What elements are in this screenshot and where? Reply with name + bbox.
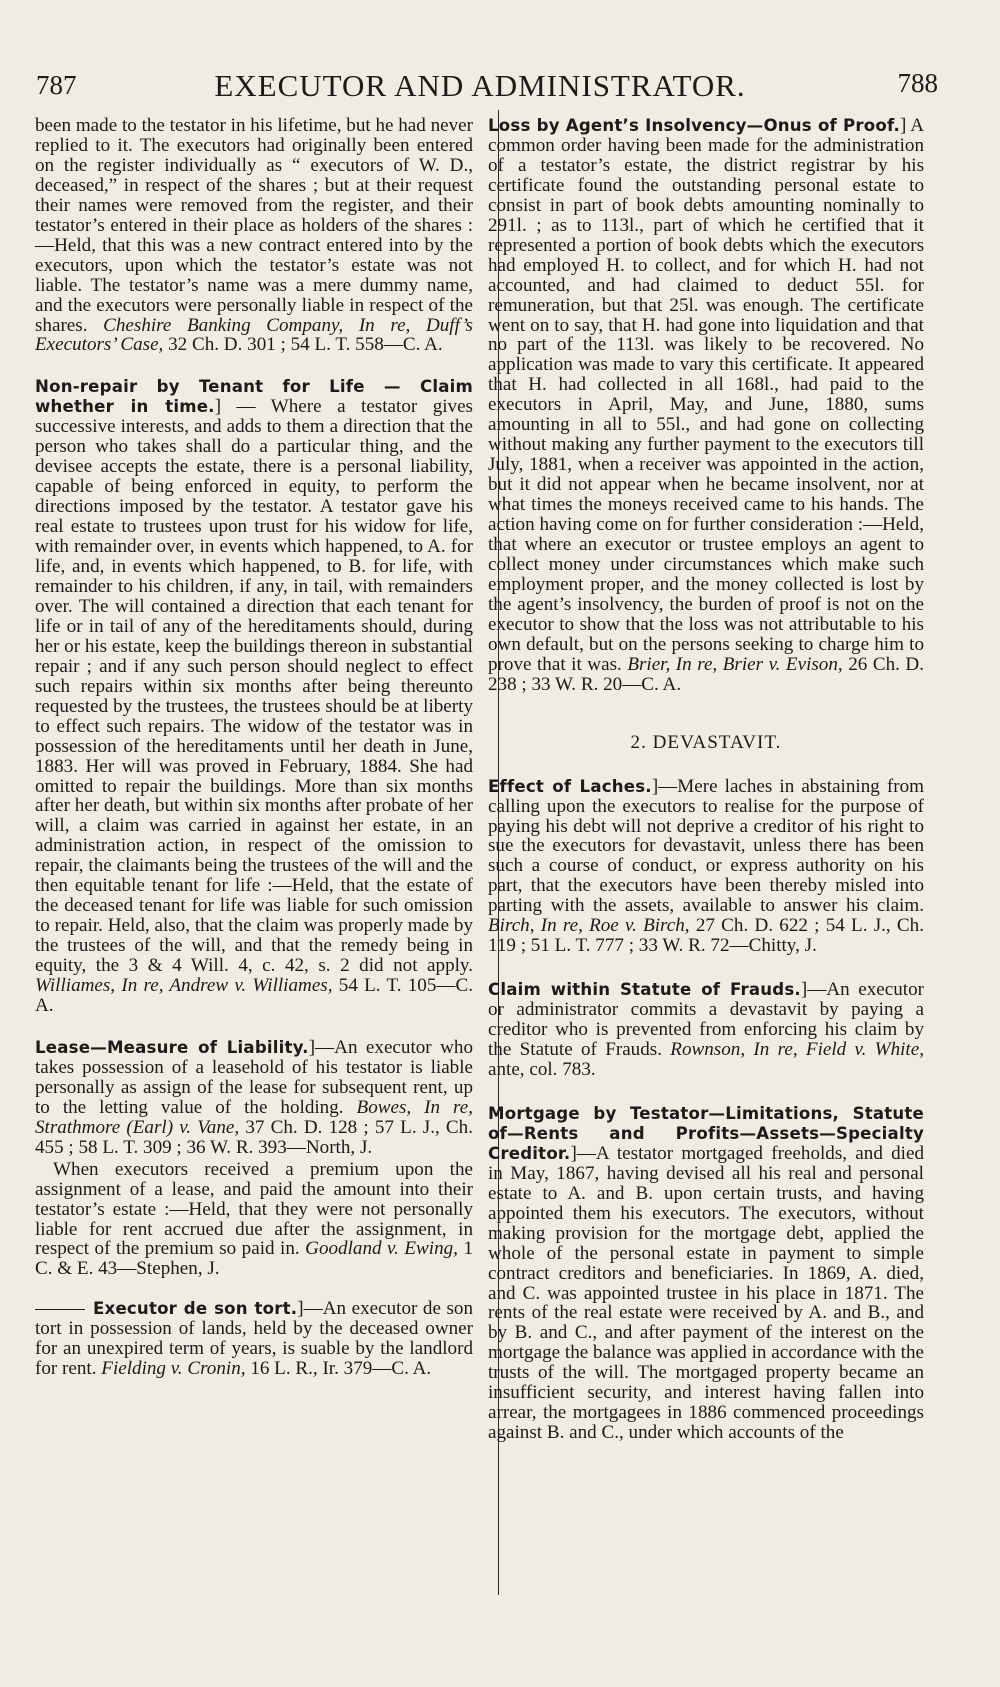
entry-statute-of-frauds [488,980,924,1080]
case-citation: Brier, In re, Brier v. Evison, [627,653,843,675]
citation-reference: 54 L. T. 105—C. A. [35,975,473,1016]
entry-heading: Executor de son tort. [93,1299,298,1319]
entry-lease-premium [35,1160,473,1280]
case-citation: Rownson, In re, Field v. White, [670,1039,924,1061]
case-citation: Birch, In re, Roe v. Birch, [488,915,690,937]
entry-mortgage-by-testator [488,1104,924,1443]
case-citation: Goodland v. Ewing, [305,1238,458,1260]
entry-text: ]—An executor or administrator commits a devastavit by paying a creditor who is prevented from enforcing his claim by the Statute of Frauds. [488,979,924,1061]
entry-text: ]—Mere laches in abstaining from calling upon the executors to realise for the purpose of paying his debt will not deprive a creditor of his right to sue the executors for devastavit, unless there has been such a course of conduct, or express authority on his part, that the executors have been thereby misled into parting with the assets, available to answer his claim. [488,775,924,917]
entry-heading: Mortgage by Testator—Limitations, Statute of—Rents and Profits—Assets—Specialty Creditor. [488,1103,924,1163]
entry-text: ]—An executor de son tort in possession of lands, held by the deceased owner for an unexpired term of years, is suable by the landlord for rent. [35,1298,473,1380]
citation-reference: 32 Ch. D. 301 ; 54 L. T. 558—C. A. [168,334,443,356]
case-citation: Fielding v. Cronin, [101,1358,246,1380]
citation-reference: 16 L. R., Ir. 379—C. A. [250,1358,432,1380]
case-citation: Bowes, In re, Strathmore (Earl) v. Vane, [35,1096,473,1138]
entry-heading: Lease—Measure of Liability. [35,1037,309,1057]
entry-text: ] A common order having been made for the administration of a testator’s estate, the district registrar by his certificate found the outstanding personal estate to consist in part of book debts amounting nominally to 291l. ; as to 113l., part of which he certified that it represented a portion of book debts which the executors had employed H. to collect, and for which H. had not accounted, and had claimed to deduct 55l. for remuneration, but that 25l. was enough. The certificate went on to say, that H. had gone into liquidation and that no part of the 113l. was likely to be recovered. No application was made to vary this certificate. It appeared that H. had collected in all 168l., had paid to the executors in April, May, and June, 1880, sums amounting in all to 55l., and had gone on collecting without making any further payment to the executors till July, 1881, when a receiver was appointed in the action, but it did not appear when he became insolvent, nor at what times the moneys received came to his hands. The action having come on for further consideration :—Held, that where an executor or trustee employs an agent to collect money under circumstances which make such employment proper, and the money collected is lost by the agent’s insolvency, the burden of proof is not on the executor to show that the loss was not attributable to his own default, but on the persons seeking to charge him to prove that it was. [488,115,924,675]
page-header [30,62,938,103]
entry-executor-de-son-tort [35,1299,473,1379]
ditto-dash [35,1309,85,1310]
page-number-left: 787 [36,70,77,100]
citation-reference: ante, col. 783. [488,1058,596,1080]
section-heading: 2. DEVASTAVIT. [630,731,782,753]
citation-reference: 37 Ch. D. 128 ; 57 L. J., Ch. 455 ; 58 L. T. 309 ; 36 W. R. 393—North, J. [35,1116,473,1158]
entry-heading: Non-repair by Tenant for Life — Claim whether in time. [35,377,473,417]
entry-laches [488,777,924,957]
entry-heading: Loss by Agent’s Insolvency—Onus of Proof. [488,116,901,135]
case-citation: Williames, In re, Andrew v. Williames, [35,975,333,997]
entry-text: ]—An executor who takes possession of a leasehold of his testator is liable personally as assign of the lease for subsequent rent, up to the letting value of the holding. [35,1036,473,1118]
entry-text: ] — Where a testator gives successive interests, and adds to them a direction that the person who takes shall do a particular thing, and the devisee accepts the estate, there is a personal liability, capable of being enforced in equity, to perform the directions imposed by the testator. A testator gave his real estate to trustees upon trust for his widow for life, with remainder over, in events which happened, to A. for life, and, in events which happened, to B. for life, with remainder to his children, if any, in tail, with remainders over. The will contained a direction that each tenant for life or in tail of any of the hereditaments should, during her or his estate, keep the buildings thereon in substantial repair ; and if any such person should neglect to effect such repairs within six months after being thereunto requested by the trustees, the trustees should be at liberty to effect such repairs. The widow of the testator was in possession of the hereditaments until her death in June, 1883. Her will was proved in February, 1884. She had omitted to repair the buildings. More than six months after her death, but within six months after probate of her will, a claim was carried in against her estate, in an administration action, in respect of the omission to repair, the claimants being the trustees of the will and the then equitable tenant for life :—Held, that the estate of the deceased tenant for life was liable for such omission to repair. Held, also, that the claim was properly made by the trustees of the will, and that the remedy being in equity, the 3 & 4 Will. 4, c. 42, s. 2 did not apply. [35,396,473,977]
entry-non-repair [35,377,473,1016]
entry-agent-insolvency [488,116,924,695]
right-column [488,116,924,1443]
entry-text: been made to the testator in his lifetime, but he had never replied to it. The executors had originally been entered on the register individually as “ executors of W. D., deceased,” in respect of the shares ; but at their request their names were removed from the register, and their testator’s entered in their place as holders of the shares :—Held, that this was a new contract entered into by the executors, upon which the testator’s estate was not liable. The testator’s name was a mere dummy name, and the executors were personally liable in respect of the shares. [35,115,473,336]
continued-entry [35,116,473,355]
citation-reference: 26 Ch. D. 238 ; 33 W. R. 20—C. A. [488,653,924,695]
entry-heading: Effect of Laches. [488,776,652,796]
running-title: EXECUTOR AND ADMINISTRATOR. [214,68,746,103]
left-column [35,116,473,1379]
entry-lease-liability [35,1038,473,1158]
page-number-right: 788 [897,68,938,98]
case-citation: Cheshire Banking Company, In re, Duff’s Executors’ Case, [35,314,473,356]
entry-text: ]—A testator mortgaged freeholds, and died in May, 1867, having devised all his real and personal estate to A. and B. upon certain trusts, and having appointed them his executors. The executors, without making provision for the mortgage debt, applied the whole of the personal estate in payment to simple contract creditors and beneficiaries. In 1869, A. died, and C. was appointed trustee in his place in 1871. The rents of the real estate were received by A. and B., and by B. and C., and after payment of the interest on the mortgage the balance was applied in accordance with the trusts of the will. The mortgaged property became an insufficient security, and interest having fallen into arrear, the mortgagees in 1886 commenced proceedings against B. and C., under which accounts of the [488,1142,924,1444]
entry-text: When executors received a premium upon the assignment of a lease, and paid the amount into their testator’s estate :—Held, that they were not personally liable for rent accrued due after the assignment, in respect of the premium so paid in. [35,1158,473,1260]
citation-reference: 1 C. & E. 43—Stephen, J. [35,1238,473,1280]
entry-heading: Claim within Statute of Frauds. [488,980,801,1000]
citation-reference: 27 Ch. D. 622 ; 54 L. J., Ch. 119 ; 51 L. T. 777 ; 33 W. R. 72—Chitty, J. [488,915,924,957]
